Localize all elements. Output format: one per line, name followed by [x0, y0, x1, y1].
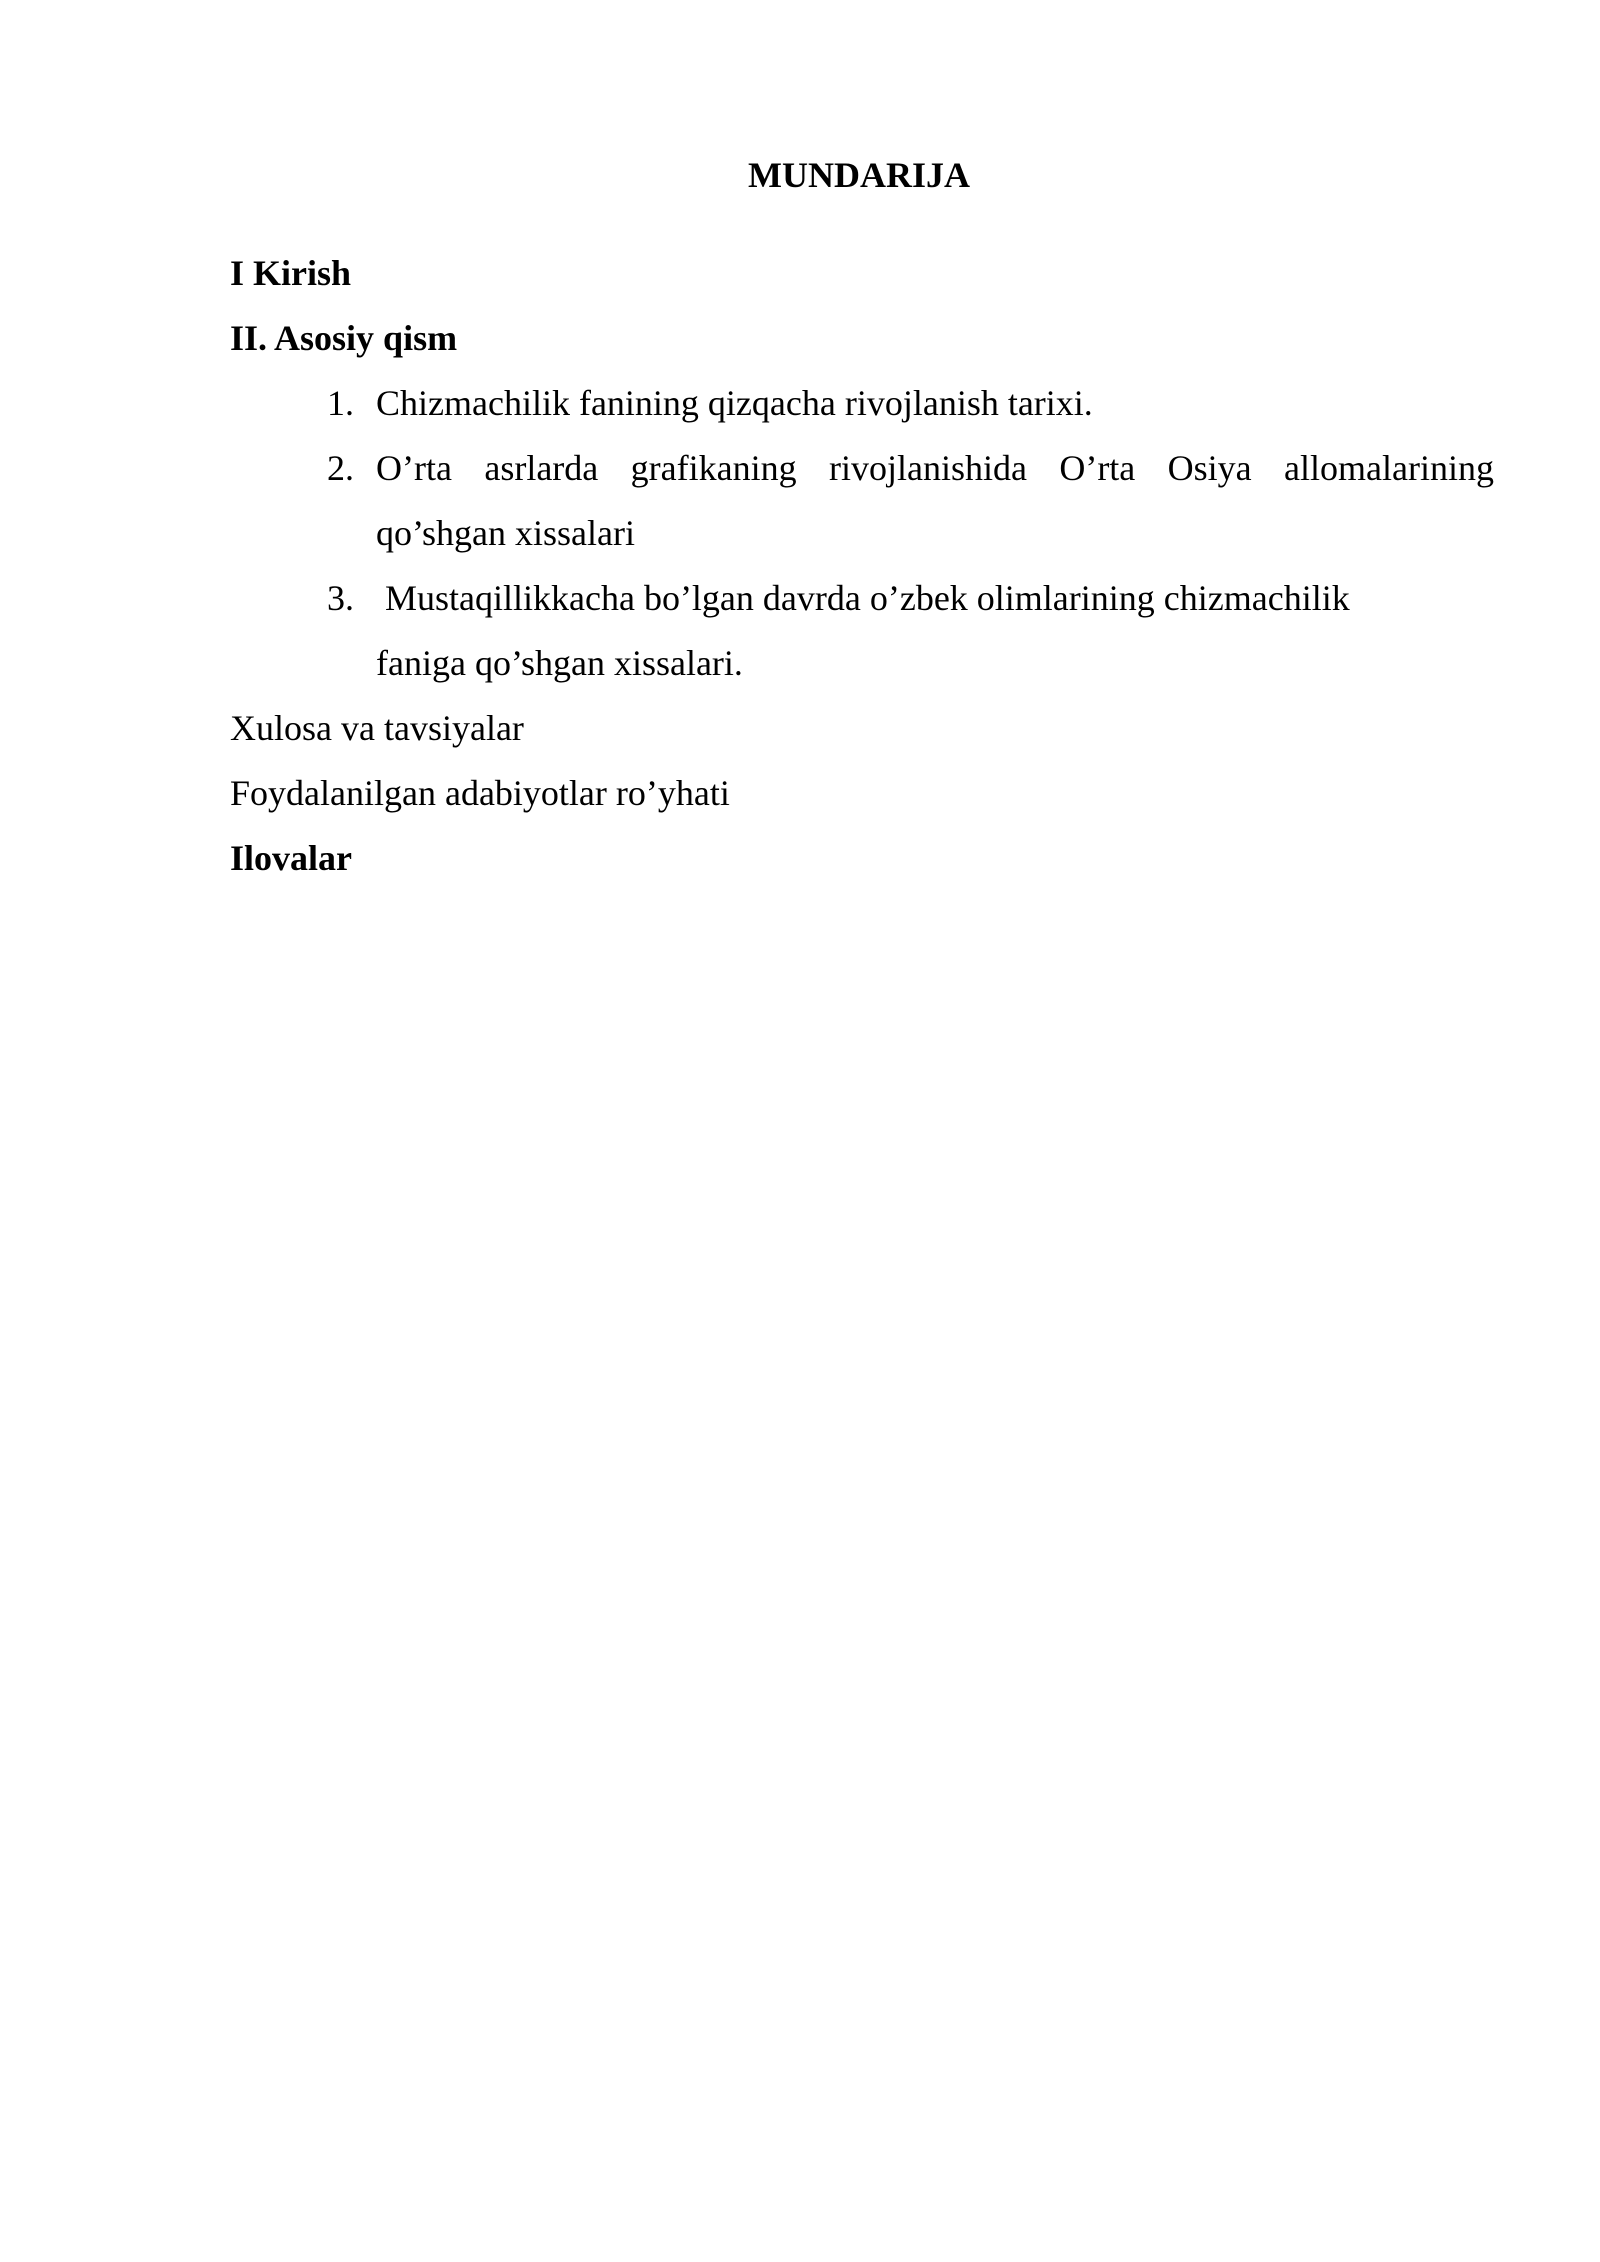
toc-main-part: II. Asosiy qism — [230, 318, 458, 358]
toc-list-item-2 — [230, 436, 1494, 566]
toc-item-number: 2. — [327, 448, 354, 488]
toc-item-text: Mustaqillikkacha bo’lgan davrda o’zbek olimlarining chizmachilik — [376, 578, 1350, 618]
toc-main-part-list — [230, 371, 1494, 696]
toc-item-text: Chizmachilik fanining qizqacha rivojlanish tarixi. — [376, 383, 1093, 423]
toc-item-text-continued: faniga qo’shgan xissalari. — [376, 643, 743, 683]
toc-item-number: 1. — [327, 383, 354, 423]
toc-item-number: 3. — [327, 578, 354, 618]
table-of-contents — [230, 241, 1494, 891]
toc-item-text: O’rta asrlarda grafikaning rivojlanishida O’rta Osiya allomalarining — [376, 448, 1494, 488]
toc-references: Foydalanilgan adabiyotlar ro’yhati — [230, 773, 730, 813]
toc-conclusion: Xulosa va tavsiyalar — [230, 708, 524, 748]
toc-list-item-3 — [230, 566, 1494, 696]
toc-item-text-continued: qo’shgan xissalari — [376, 513, 635, 553]
toc-list-item-1 — [230, 371, 1494, 436]
toc-appendices: Ilovalar — [230, 838, 352, 878]
page-title: MUNDARIJA — [748, 155, 970, 195]
toc-intro: I Kirish — [230, 253, 352, 293]
